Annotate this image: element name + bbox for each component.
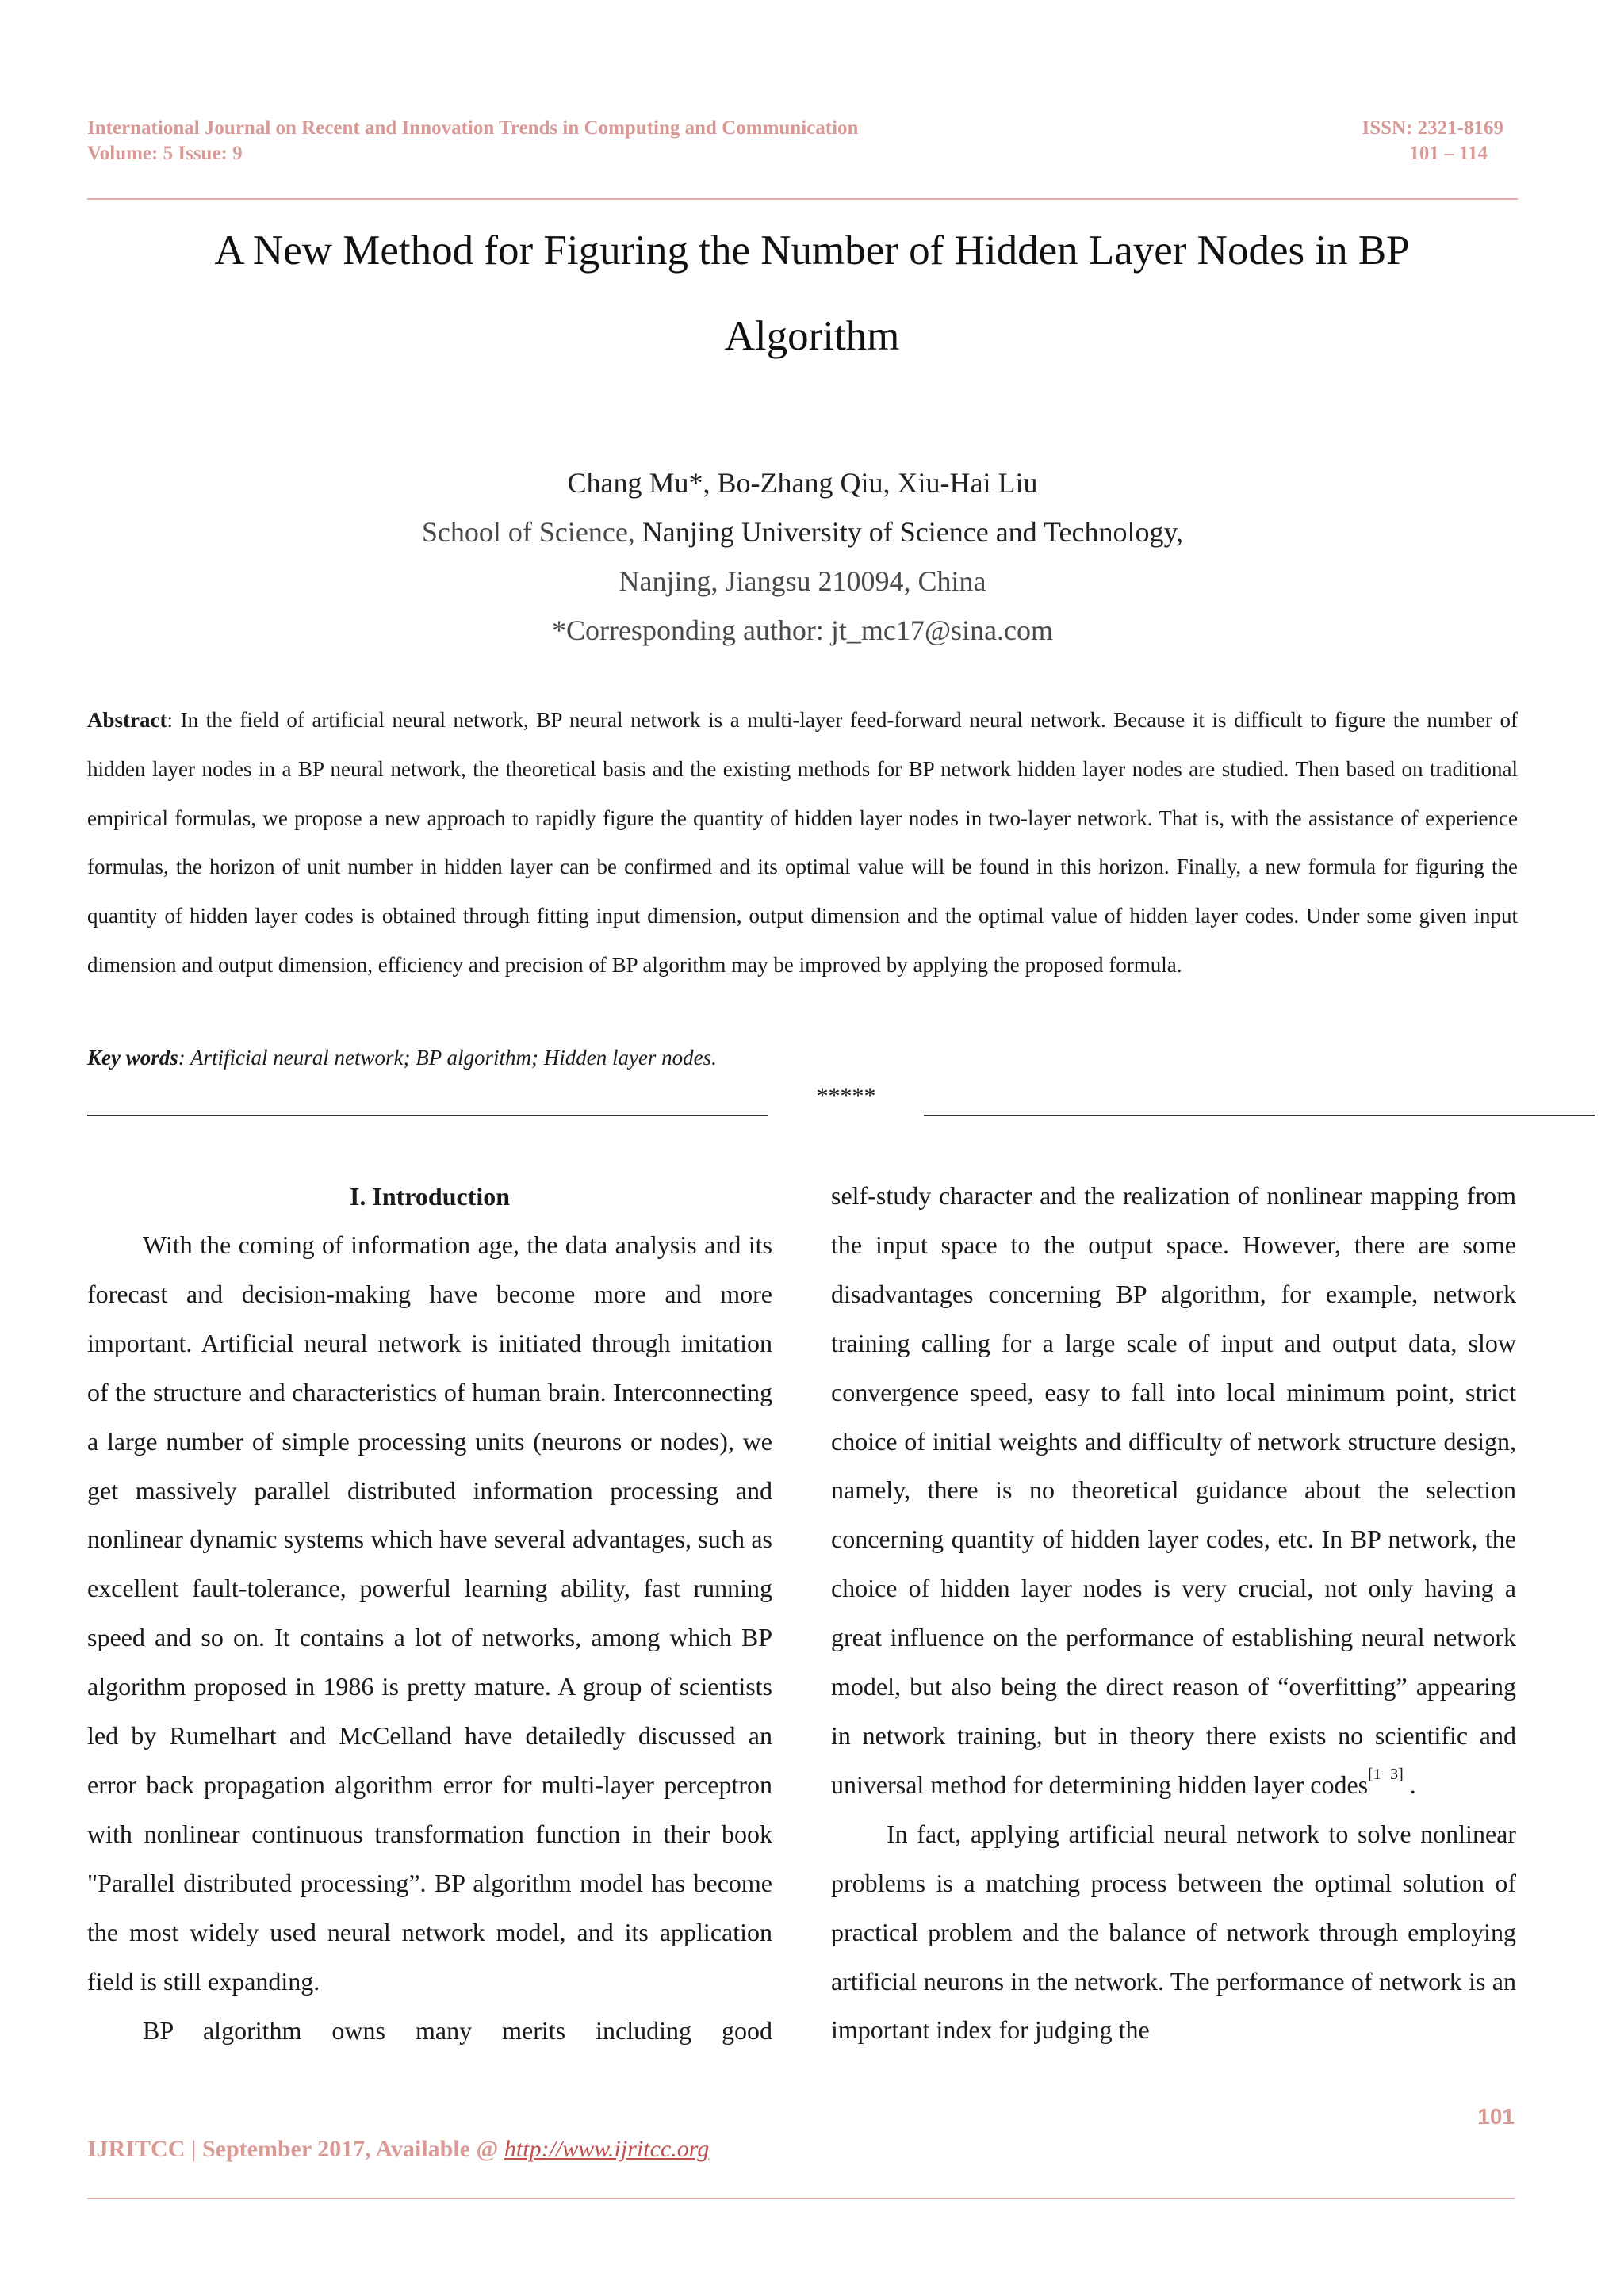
keywords-text: : Artificial neural network; BP algorithm; Hidden layer nodes. <box>178 1046 717 1070</box>
corresponding-author: *Corresponding author: jt_mc17@sina.com <box>551 614 1054 646</box>
page-range: 101 – 114 <box>1409 143 1488 164</box>
section-separator <box>87 1078 1518 1126</box>
header-rule <box>87 198 1518 200</box>
author-block <box>87 458 1518 655</box>
footer <box>87 2136 709 2163</box>
paragraph: With the coming of information age, the data analysis and its forecast and decision-making have become more and more important. Artificial neural network is initiated through imitation of the structure and characteristics of human brain. Interconnecting a large number of simple processing units (neurons or nodes), we get massively parallel distributed information processing and nonlinear dynamic systems which have several advantages, such as excellent fault-tolerance, powerful learning ability, fast running speed and so on. It contains a lot of networks, among which BP algorithm proposed in 1986 is pretty mature. A group of scientists led by Rumelhart and McCelland have detailedly discussed an error back propagation algorithm error for multi-layer perceptron with nonlinear continuous transformation function in their book "Parallel distributed processing”. BP algorithm model has become the most widely used neural network model, and its application field is still expanding. <box>87 1230 772 1996</box>
author-names: Chang Mu*, Bo-Zhang Qiu, Xiu-Hai Liu <box>567 467 1038 499</box>
paragraph: In fact, applying artificial neural network to solve nonlinear problems is a matching process between the optimal solution of practical problem and the balance of network through employing artificial neurons in the network. The performance of network is an important index for judging the <box>831 1819 1516 2045</box>
footer-link[interactable]: http://www.ijritcc.org <box>504 2136 710 2162</box>
affiliation-prefix: School of Science, <box>421 516 642 548</box>
affiliation-university: Nanjing University of Science and Technology, <box>642 516 1184 548</box>
abstract-text: : In the field of artificial neural network, BP neural network is a multi-layer feed-forward neural network. Because it is difficult to figure the number of hidden layer nodes in a BP neural network, the theoretical basis and the existing methods for BP network hidden layer nodes are studied. Then based on traditional empirical formulas, we propose a new approach to rapidly figure the quantity of hidden layer nodes in two-layer network. That is, with the assistance of experience formulas, the horizon of unit number in hidden layer can be confirmed and its optimal value will be found in this horizon. Finally, a new formula for figuring the quantity of hidden layer codes is obtained through fitting input dimension, output dimension and the optimal value of hidden layer codes. Under some given input dimension and output dimension, efficiency and precision of BP algorithm may be improved by applying the proposed formula. <box>87 708 1518 977</box>
running-header-right <box>1362 116 1504 166</box>
issn: ISSN: 2321-8169 <box>1362 117 1503 139</box>
abstract <box>87 696 1518 990</box>
address: Nanjing, Jiangsu 210094, China <box>619 565 986 597</box>
abstract-label: Abstract <box>87 708 167 732</box>
footer-rule <box>87 2198 1515 2199</box>
journal-name: International Journal on Recent and Innovation Trends in Computing and Communication <box>87 117 859 139</box>
page-number: 101 <box>1477 2104 1515 2129</box>
separator-line-right <box>924 1115 1595 1116</box>
keywords <box>87 1042 717 1073</box>
running-header-left <box>87 116 858 166</box>
paragraph-end: . <box>1403 1770 1416 1799</box>
volume-issue: Volume: 5 Issue: 9 <box>87 143 243 164</box>
body-column-left <box>87 1172 772 2055</box>
paragraph-continued <box>831 1172 1516 1810</box>
section-heading: I. Introduction <box>349 1182 511 1211</box>
separator-stars: ***** <box>816 1083 876 1109</box>
keywords-label: Key words <box>87 1046 178 1070</box>
paper-title: A New Method for Figuring the Number of Hidden Layer Nodes in BP Algorithm <box>214 228 1410 359</box>
citation[interactable]: [1−3] <box>1368 1765 1404 1783</box>
paragraph: BP algorithm owns many merits including good <box>143 2015 772 2045</box>
separator-line-left <box>87 1115 768 1116</box>
footer-text: IJRITCC | September 2017, Available @ <box>87 2136 504 2162</box>
affiliation <box>87 507 1518 557</box>
paragraph-text: self-study character and the realization of nonlinear mapping from the input space to the output space. However, there are some disadvantages concerning BP algorithm, for example, network training calling for a large scale of input and output data, slow convergence speed, easy to fall into local minimum point, strict choice of initial weights and difficulty of network structure design, namely, there is no theoretical guidance about the selection concerning quantity of hidden layer codes, etc. In BP network, the choice of hidden layer nodes is very crucial, not only having a great influence on the performance of establishing neural network model, but also being the direct reason of “overfitting” appearing in network training, but in theory there exists no scientific and universal method for determining hidden layer codes <box>831 1181 1516 1799</box>
body-column-right <box>831 1172 1516 2055</box>
